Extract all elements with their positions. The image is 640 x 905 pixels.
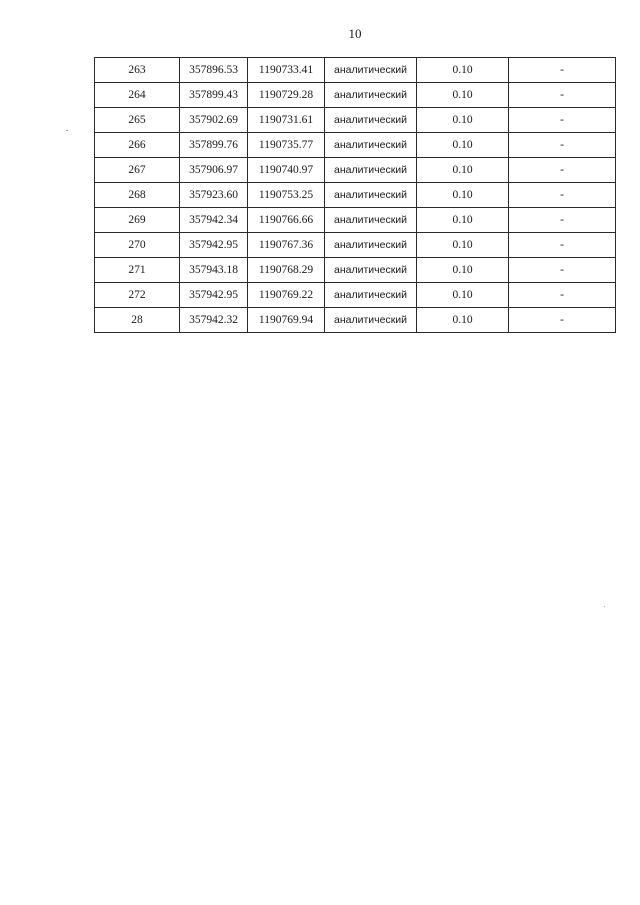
- x-coordinate-cell: 357899.76: [180, 133, 248, 158]
- precision-cell: 0.10: [417, 208, 509, 233]
- point-number-cell: 264: [95, 83, 180, 108]
- method-cell: аналитический: [325, 258, 417, 283]
- coordinates-table-body: [95, 58, 616, 333]
- y-coordinate-cell: 1190731.61: [248, 108, 325, 133]
- precision-cell: 0.10: [417, 283, 509, 308]
- point-number-cell: 271: [95, 258, 180, 283]
- method-cell: аналитический: [325, 108, 417, 133]
- point-number-cell: 265: [95, 108, 180, 133]
- point-number-cell: 28: [95, 308, 180, 333]
- precision-cell: 0.10: [417, 233, 509, 258]
- table-row: [95, 133, 616, 158]
- point-number-cell: 267: [95, 158, 180, 183]
- method-cell: аналитический: [325, 308, 417, 333]
- y-coordinate-cell: 1190740.97: [248, 158, 325, 183]
- description-cell: -: [509, 133, 616, 158]
- precision-cell: 0.10: [417, 258, 509, 283]
- x-coordinate-cell: 357942.34: [180, 208, 248, 233]
- method-cell: аналитический: [325, 183, 417, 208]
- method-cell: аналитический: [325, 58, 417, 83]
- point-number-cell: 263: [95, 58, 180, 83]
- point-number-cell: 269: [95, 208, 180, 233]
- x-coordinate-cell: 357942.32: [180, 308, 248, 333]
- point-number-cell: 266: [95, 133, 180, 158]
- x-coordinate-cell: 357896.53: [180, 58, 248, 83]
- table-row: [95, 233, 616, 258]
- table-row: [95, 108, 616, 133]
- precision-cell: 0.10: [417, 108, 509, 133]
- method-cell: аналитический: [325, 233, 417, 258]
- x-coordinate-cell: 357943.18: [180, 258, 248, 283]
- description-cell: -: [509, 308, 616, 333]
- x-coordinate-cell: 357923.60: [180, 183, 248, 208]
- method-cell: аналитический: [325, 283, 417, 308]
- point-number-cell: 272: [95, 283, 180, 308]
- method-cell: аналитический: [325, 158, 417, 183]
- precision-cell: 0.10: [417, 83, 509, 108]
- y-coordinate-cell: 1190769.22: [248, 283, 325, 308]
- y-coordinate-cell: 1190735.77: [248, 133, 325, 158]
- table-row: [95, 183, 616, 208]
- table-row: [95, 283, 616, 308]
- y-coordinate-cell: 1190769.94: [248, 308, 325, 333]
- method-cell: аналитический: [325, 83, 417, 108]
- y-coordinate-cell: 1190729.28: [248, 83, 325, 108]
- x-coordinate-cell: 357942.95: [180, 233, 248, 258]
- y-coordinate-cell: 1190766.66: [248, 208, 325, 233]
- precision-cell: 0.10: [417, 133, 509, 158]
- method-cell: аналитический: [325, 133, 417, 158]
- coordinates-table: [94, 57, 616, 333]
- description-cell: -: [509, 58, 616, 83]
- description-cell: -: [509, 233, 616, 258]
- point-number-cell: 268: [95, 183, 180, 208]
- table-row: [95, 83, 616, 108]
- table-row: [95, 258, 616, 283]
- precision-cell: 0.10: [417, 308, 509, 333]
- x-coordinate-cell: 357906.97: [180, 158, 248, 183]
- description-cell: -: [509, 158, 616, 183]
- y-coordinate-cell: 1190767.36: [248, 233, 325, 258]
- scan-speck: [66, 130, 68, 131]
- y-coordinate-cell: 1190768.29: [248, 258, 325, 283]
- x-coordinate-cell: 357899.43: [180, 83, 248, 108]
- description-cell: -: [509, 283, 616, 308]
- scan-speck: [604, 606, 605, 607]
- table-row: [95, 158, 616, 183]
- x-coordinate-cell: 357942.95: [180, 283, 248, 308]
- method-cell: аналитический: [325, 208, 417, 233]
- description-cell: -: [509, 108, 616, 133]
- x-coordinate-cell: 357902.69: [180, 108, 248, 133]
- description-cell: -: [509, 183, 616, 208]
- table-row: [95, 58, 616, 83]
- point-number-cell: 270: [95, 233, 180, 258]
- table-row: [95, 308, 616, 333]
- description-cell: -: [509, 83, 616, 108]
- description-cell: -: [509, 208, 616, 233]
- y-coordinate-cell: 1190733.41: [248, 58, 325, 83]
- y-coordinate-cell: 1190753.25: [248, 183, 325, 208]
- table-row: [95, 208, 616, 233]
- precision-cell: 0.10: [417, 58, 509, 83]
- page-number: 10: [348, 26, 362, 41]
- precision-cell: 0.10: [417, 183, 509, 208]
- description-cell: -: [509, 258, 616, 283]
- precision-cell: 0.10: [417, 158, 509, 183]
